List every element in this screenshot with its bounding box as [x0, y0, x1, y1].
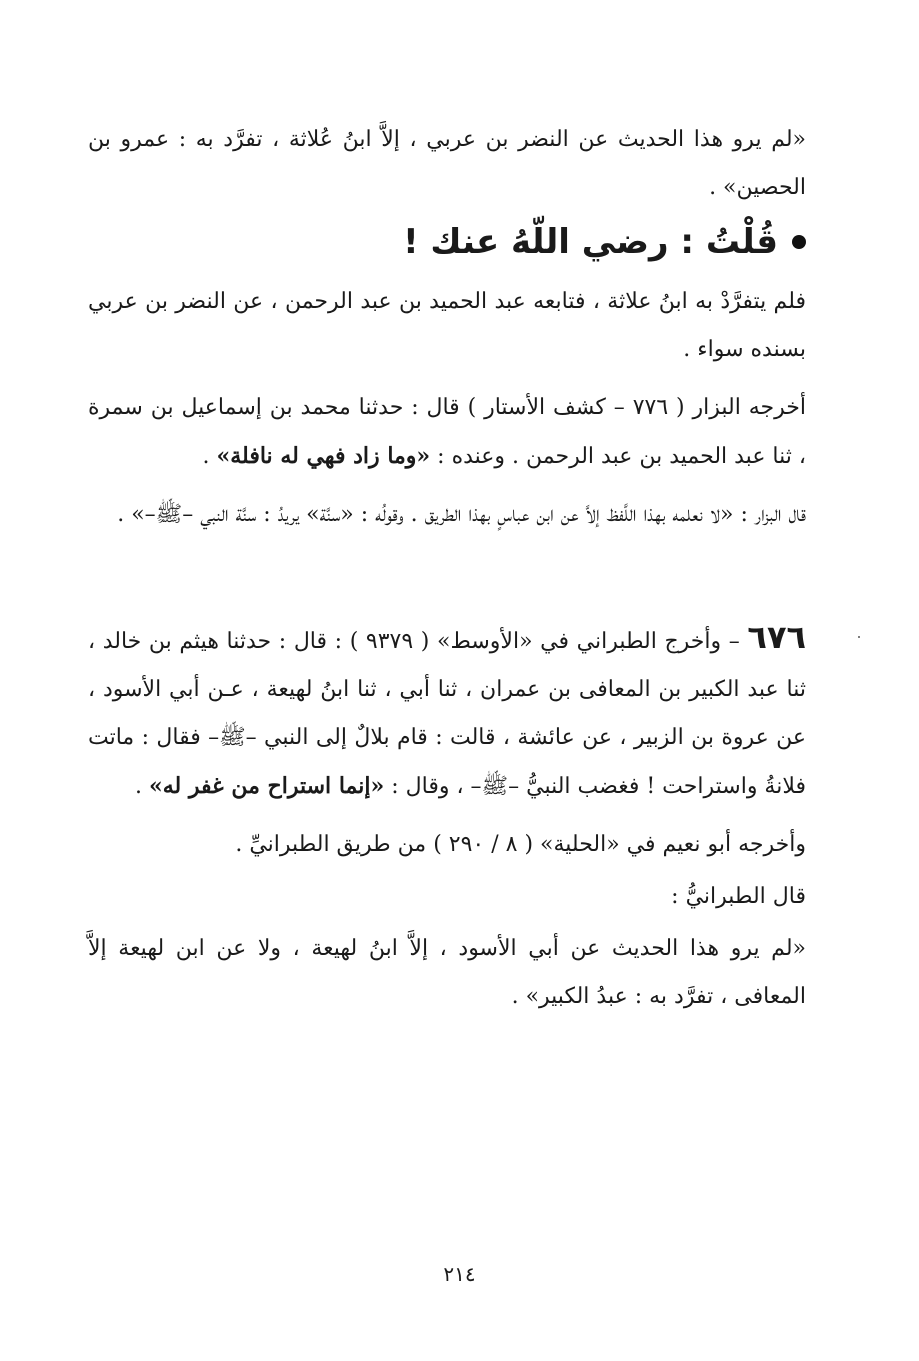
paragraph-tabarani-quote-2: «لم يرو هذا الحديث عن أبي الأسود ، إلاَّ ابنُ لهيعة ، ولا عن ابن لهيعة إلاَّ المعافى ، تفرَّد به : عبدُ الكبير» . — [88, 936, 806, 1009]
paragraph-hadith-676 — [88, 613, 806, 811]
hadith-quote-bold: «إنما استراح من غفر له» — [149, 773, 385, 799]
margin-dot — [858, 636, 860, 638]
heading-qultu — [88, 214, 806, 270]
heading-text: قُلْتُ : رضي اللّهُ عنك ! — [403, 222, 778, 262]
paragraph-tabarani-quote-1: «لم يرو هذا الحديث عن النضر بن عربي ، إلاَّ ابنُ عُلاثة ، تفرَّد به : عمرو بن الحصين» . — [88, 127, 806, 200]
bullet-icon — [792, 235, 806, 249]
paragraph-bazzar-comment: قال البزار : «لا نعلمه بهذا اللَّفظ إلاَّ عن ابن عباسٍ بهذا الطريق . وقولُه : «سنَّة» يريدُ : سنَّة النبي –ﷺ–» . — [117, 502, 806, 527]
paragraph-abu-nuaym: وأخرجه أبو نعيم في «الحلية» ( ٨ / ٢٩٠ ) من طريق الطبرانيِّ . — [235, 832, 806, 857]
paragraph-tabarani-said: قال الطبرانيُّ : — [671, 884, 806, 909]
bazzar-quote-bold: «وما زاد فهي له نافلة» — [216, 443, 431, 469]
hadith-text-end: . — [135, 774, 149, 799]
bazzar-text-end: . — [202, 444, 217, 469]
bazzar-text: أخرجه البزار ( ٧٧٦ – كشف الأستار ) قال : حدثنا محمد بن إسماعيل بن سمرة ، ثنا عبد الحميد بن عبد الرحمن . وعنده : — [88, 395, 806, 469]
hadith-number: ٦٧٦ — [747, 618, 806, 656]
hadith-text: – وأخرج الطبراني في «الأوسط» ( ٩٣٧٩ ) : قال : حدثنا هيثم بن خالد ، ثنا عبد الكبير بن المعافى بن عمران ، ثنا أبي ، ثنا ابنُ لهيعة ، عـن أبي الأسود ، عن عروة بن الزبير ، عن عائشة ، قالت : قام بلالٌ إلى النبي –ﷺ– فقال : ماتت فلانةُ واستراحت ! فغضب النبيُّ –ﷺ– ، وقال : — [88, 629, 806, 799]
paragraph-mutabaa: فلم يتفرَّدْ به ابنُ علاثة ، فتابعه عبد الحميد بن عبد الرحمن ، عن النضر بن عربي بسنده سواء . — [88, 289, 806, 362]
page-number: ٢١٤ — [443, 1262, 476, 1286]
text-column — [88, 116, 806, 1021]
paragraph-bazzar-takhrij — [88, 384, 806, 481]
